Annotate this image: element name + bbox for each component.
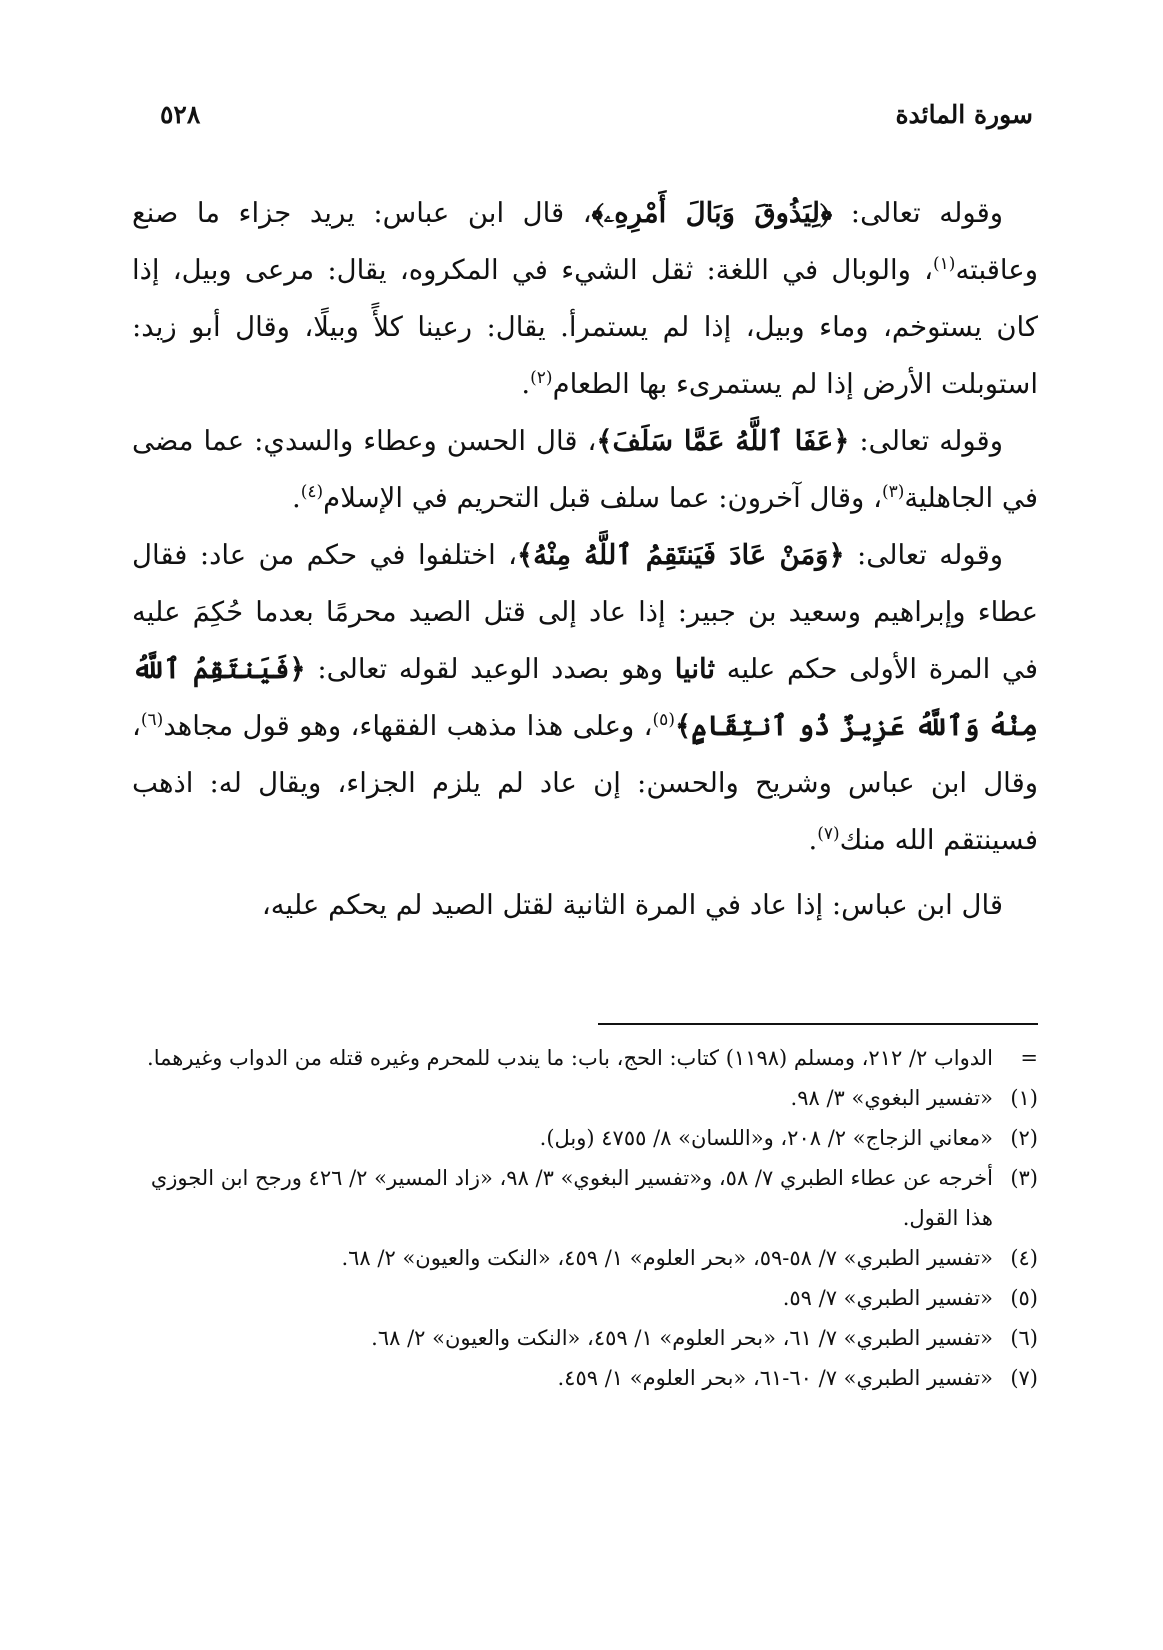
footnote — [125, 1318, 1038, 1358]
paragraph-text: ، والوبال في اللغة: ثقل الشيء في المكروه، يقال: مرعى وبيل، إذا كان يستوخم، وماء وبيل، إذا لم يستمرأ. يقال: رعينا كلأً وبيلًا، وقال أبو زيد: استوبلت الأرض إذا لم يستمرىء بها الطعام — [132, 254, 1038, 400]
footnote-mark: (٢) — [1010, 1126, 1038, 1150]
bold-word: ثانيا — [674, 653, 716, 685]
footnote-text: «تفسير الطبري» ٧/ ٥٨-٥٩، «بحر العلوم» ١/ ٤٥٩، «النكت والعيون» ٢/ ٦٨. — [341, 1246, 993, 1270]
paragraph-end: . — [521, 368, 531, 400]
footnote — [125, 1078, 1038, 1118]
footnote-mark: (٧) — [1010, 1366, 1038, 1390]
footnote-text: «تفسير الطبري» ٧/ ٦١، «بحر العلوم» ١/ ٤٥٩، «النكت والعيون» ٢/ ٦٨. — [371, 1326, 993, 1350]
paragraph-text: ، وقال آخرون: عما سلف قبل التحريم في الإسلام — [323, 482, 882, 514]
paragraph-text: ، قال الحسن وعطاء والسدي: عما مضى في الجاهلية — [132, 425, 1038, 514]
paragraph-text: ، وعلى هذا مذهب الفقهاء، وهو قول مجاهد — [163, 710, 653, 742]
paragraph-text: ، اختلفوا في حكم من عاد: فقال عطاء وإبراهيم وسعيد بن جبير: إذا عاد إلى قتل الصيد محرمًا بعدما حُكِمَ عليه في المرة الأولى حكم عليه — [132, 539, 1038, 685]
footnote-mark: (٣) — [1010, 1166, 1038, 1190]
footnote-ref: (٣) — [881, 481, 905, 502]
footnote — [125, 1278, 1038, 1318]
footnotes — [125, 1038, 1038, 1398]
page-header — [160, 100, 1033, 129]
footnote-text: «تفسير الطبري» ٧/ ٦٠-٦١، «بحر العلوم» ١/ ٤٥٩. — [557, 1366, 993, 1390]
surah-title: سورة المائدة — [895, 100, 1033, 129]
footnote-text: «معاني الزجاج» ٢/ ٢٠٨، و«اللسان» ٨/ ٤٧٥٥ (وبل). — [539, 1126, 993, 1150]
paragraph-text: وهو بصدد الوعيد لقوله تعالى: — [305, 653, 675, 685]
quran-verse: ﴿لِيَذُوقَ وَبَالَ أَمْرِهِۦ﴾ — [591, 197, 833, 229]
footnote-ref: (٤) — [300, 481, 324, 502]
paragraph-text: قال ابن عباس: إذا عاد في المرة الثانية لقتل الصيد لم يحكم عليه، — [261, 889, 1003, 921]
paragraph-text: ، وقال ابن عباس وشريح والحسن: إن عاد لم يلزم الجزاء، ويقال له: اذهب فسينتقم الله منك — [132, 710, 1038, 856]
footnote — [125, 1118, 1038, 1158]
paragraph-1 — [132, 185, 1038, 413]
footnote-text: الدواب ٢/ ٢١٢، ومسلم (١١٩٨) كتاب: الحج، باب: ما يندب للمحرم وغيره قتله من الدواب وغيرهما. — [147, 1046, 993, 1070]
footnote-mark: = — [1020, 1046, 1038, 1070]
footnote-mark: (٤) — [1010, 1246, 1038, 1270]
footnote-ref: (٦) — [140, 709, 164, 730]
main-text — [132, 185, 1038, 934]
quran-verse: ﴿عَفَا ٱللَّهُ عَمَّا سَلَفَ﴾ — [596, 425, 850, 457]
page-number: ٥٢٨ — [160, 100, 201, 129]
paragraph-intro: وقوله تعالى: — [849, 425, 1003, 457]
paragraph-text: ، قال ابن عباس: يريد جزاء ما صنع وعاقبته — [132, 197, 1038, 286]
footnote-ref: (٢) — [530, 367, 553, 388]
paragraph-intro: وقوله تعالى: — [844, 539, 1004, 571]
footnote-divider — [598, 1023, 1038, 1025]
quran-verse: ﴿فَيَنتَقِمُ ٱللَّهُ مِنْهُ وَٱللَّهُ عَزِيزٌ ذُو ٱنتِقَامٍ﴾ — [132, 653, 1039, 742]
footnote — [125, 1158, 1038, 1238]
footnote — [125, 1238, 1038, 1278]
quran-verse: ﴿وَمَنْ عَادَ فَيَنتَقِمُ ٱللَّهُ مِنْهُ﴾ — [517, 539, 845, 571]
footnote-text: «تفسير الطبري» ٧/ ٥٩. — [782, 1286, 993, 1310]
footnote-ref: (٥) — [652, 709, 675, 730]
paragraph-2 — [132, 413, 1038, 527]
footnote-ref: (٧) — [817, 823, 840, 844]
paragraph-end: . — [292, 482, 301, 514]
footnote-text: أخرجه عن عطاء الطبري ٧/ ٥٨، و«تفسير البغوي» ٣/ ٩٨، «زاد المسير» ٢/ ٤٢٦ ورجح ابن الجوزي هذا القول. — [150, 1166, 993, 1230]
footnote — [125, 1358, 1038, 1398]
footnote — [125, 1038, 1038, 1078]
footnote-mark: (٥) — [1010, 1286, 1038, 1310]
paragraph-end: . — [808, 824, 818, 856]
footnote-mark: (١) — [1010, 1086, 1038, 1110]
paragraph-3 — [132, 527, 1038, 869]
footnote-text: «تفسير البغوي» ٣/ ٩٨. — [790, 1086, 993, 1110]
paragraph-4 — [132, 877, 1038, 934]
paragraph-intro: وقوله تعالى: — [832, 197, 1004, 229]
footnote-mark: (٦) — [1010, 1326, 1038, 1350]
footnote-ref: (١) — [933, 253, 956, 274]
